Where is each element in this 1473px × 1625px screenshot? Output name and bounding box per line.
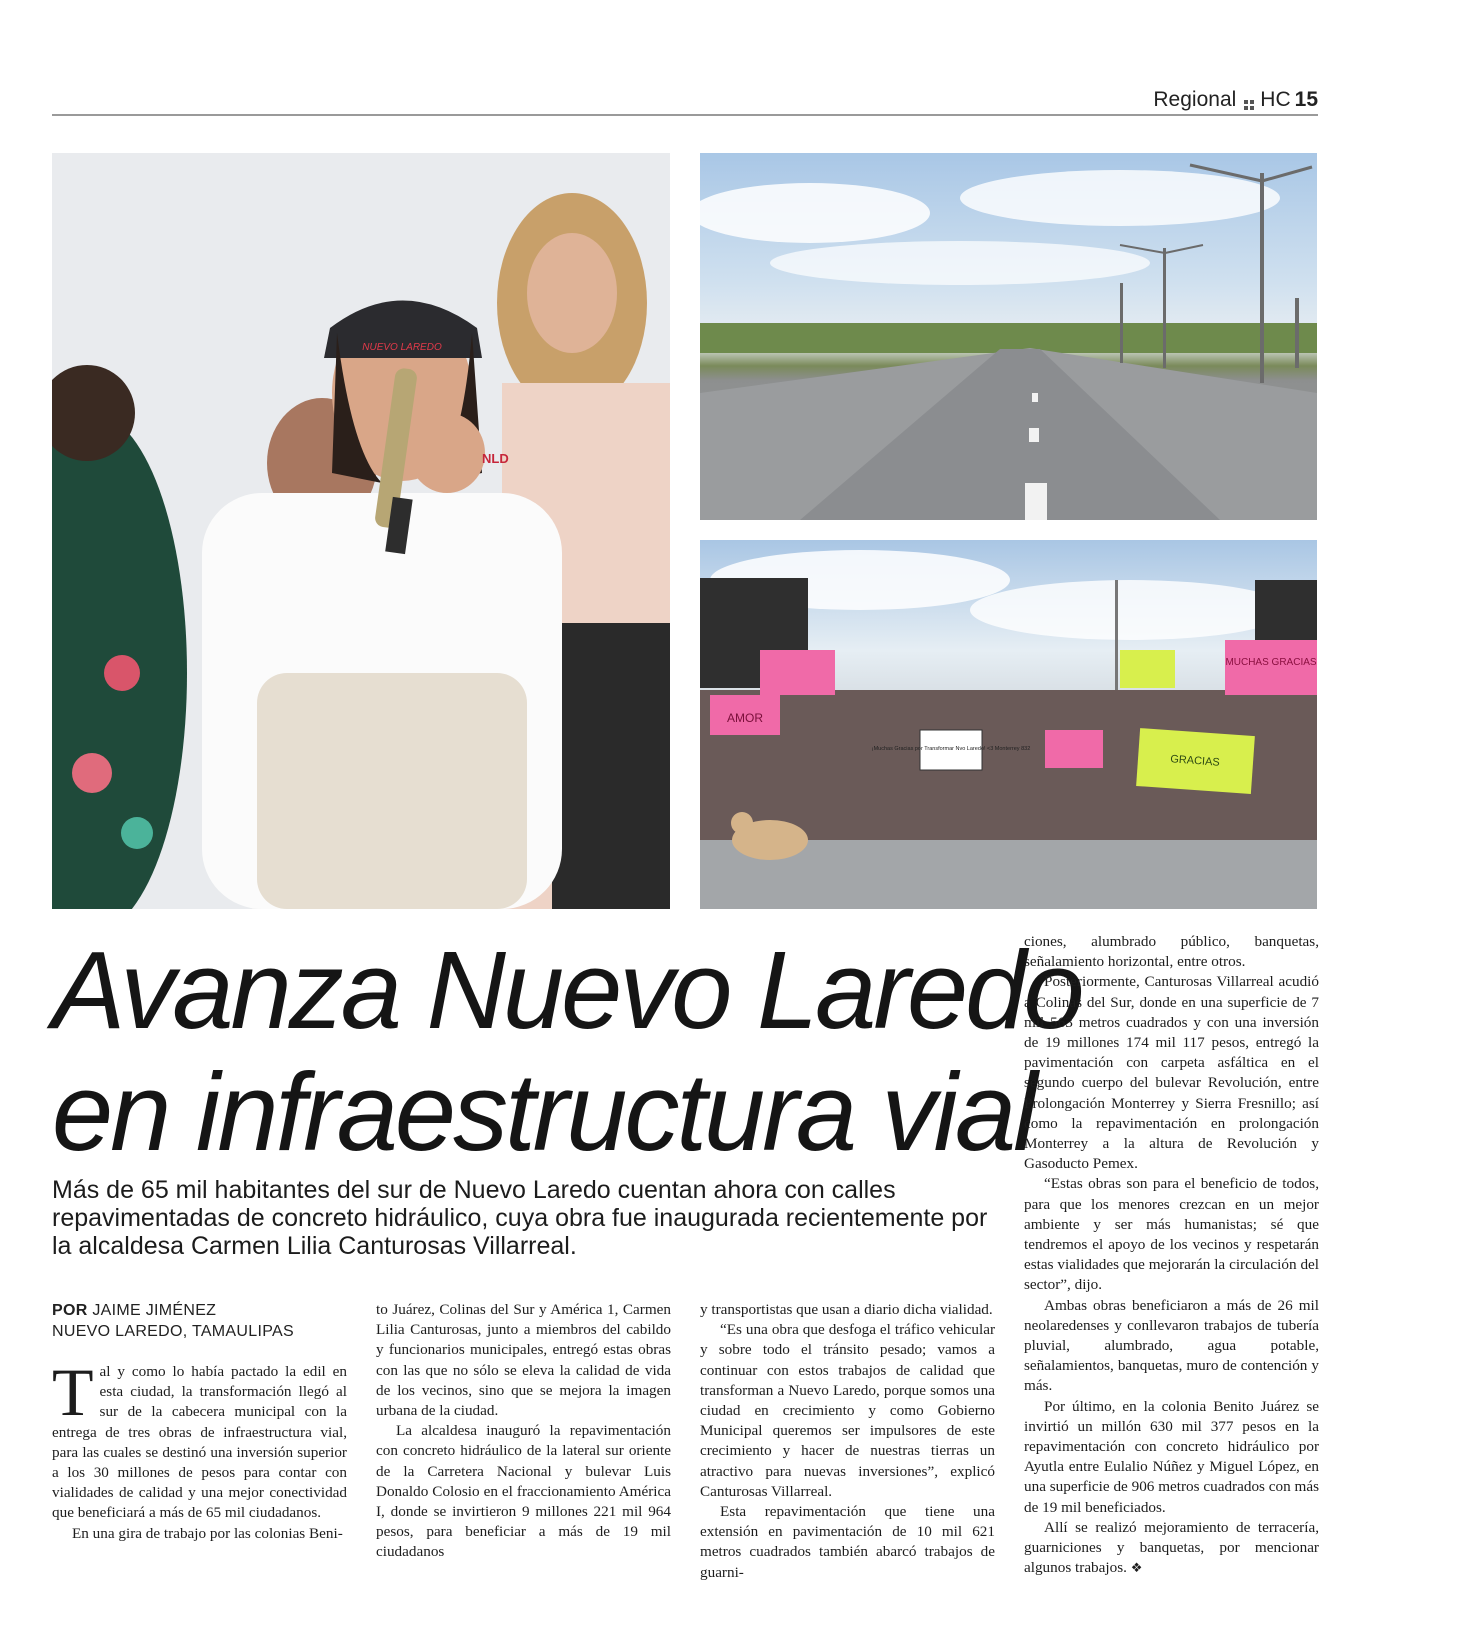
byline-author: JAIME JIMÉNEZ <box>92 1302 217 1319</box>
article-dek: Más de 65 mil habitantes del sur de Nuevo Laredo cuentan ahora con calles repavimentadas de concreto hidráulico, cuya obra fue inaugurada recientemente por la alcaldesa Carmen Lilia Canturosas Villarreal. <box>52 1176 988 1260</box>
body-column-3 <box>700 1300 995 1583</box>
byline <box>52 1300 352 1342</box>
photo-mayor-speaking <box>52 153 670 909</box>
body-paragraph: Posteriormente, Canturosas Villarreal acudió a Colinas del Sur, donde en una superficie de 7 mil 563 metros cuadrados y con una inversión de 19 millones 174 mil 117 pesos, entregó la pavimentación con carpeta asfáltica en el segundo cuerpo del bulevar Revolución, entre Prolongación Monterrey y Sierra Fresnillo; así como la repavimentación en prolongación Monterrey a la altura de Revolución y Gasoducto Pemex. <box>1024 973 1319 1173</box>
crowd-sign-text-muchas: MUCHAS GRACIAS <box>1225 657 1317 668</box>
body-paragraph: Tal y como lo había pactado la edil en esta ciudad, la transformación llegó al sur de la cabecera municipal con la entrega de tres obras de infraestructura vial, para las cuales se destinó una inversión superior a los 30 millones de pesos para contar con vialidades de calidad y una mejor conectividad que beneficiará a más de 65 mil ciudadanos. <box>52 1354 347 1522</box>
brand-name: HC <box>1260 88 1291 111</box>
byline-location: NUEVO LAREDO, TAMAULIPAS <box>52 1323 294 1340</box>
section-folio <box>1153 88 1318 112</box>
byline-por: POR <box>52 1302 88 1319</box>
body-paragraph: “Es una obra que desfoga el tráfico vehicular y sobre todo el tránsito pesado; vamos a continuar con estos trabajos de calidad que transforman a Nuevo Laredo, porque somos una ciudad en crecimiento y como Gobierno Municipal queremos ser impulsores de este crecimiento y hacer de nuestras tierras un atractivo para nuevas inversiones”, explicó Canturosas Villarreal. <box>700 1321 995 1500</box>
article-headline <box>52 929 1082 1174</box>
body-paragraph: La alcaldesa inauguró la repavimentación con concreto hidráulico de la lateral sur oriente de la Carretera Nacional y bulevar Luis Donaldo Colosio en el fraccionamiento América I, donde se invirtieron 9 millones 221 mil 964 pesos, para beneficiar a más de 19 mil ciudadanos <box>376 1422 671 1561</box>
body-paragraph: Allí se realizó mejoramiento de terracería, guarniciones y banquetas, por mencionar algunos trabajos. ❖ <box>1024 1518 1319 1577</box>
headline-line-2: en infraestructura vial <box>52 1051 1035 1174</box>
body-column-4 <box>1024 932 1319 1580</box>
headline-line-1: Avanza Nuevo Laredo <box>52 929 1082 1052</box>
end-mark-icon: ❖ <box>1130 1561 1143 1577</box>
body-column-2 <box>376 1300 671 1563</box>
shirt-logo-text: NLD <box>482 451 509 466</box>
body-paragraph: ciones, alumbrado público, banquetas, señalamiento horizontal, entre otros. <box>1024 933 1319 971</box>
body-paragraph: Esta repavimentación que tiene una extensión en pavimentación de 10 mil 621 metros cuadrados también abarcó trabajos de guarni- <box>700 1503 995 1581</box>
body-paragraph: to Juárez, Colinas del Sur y América 1, Carmen Lilia Canturosas, junto a miembros del cabildo y funcionarios municipales, entregó estas obras con las que no sólo se eleva la calidad de vida de los vecinos, sino que se mejora la imagen urbana de la ciudad. <box>376 1301 671 1420</box>
section-name: Regional <box>1153 88 1237 111</box>
body-paragraph: En una gira de trabajo por las colonias Beni- <box>72 1524 343 1542</box>
separator-dots-icon <box>1244 100 1254 110</box>
photo-residents-thanking <box>700 540 1317 909</box>
page-header <box>52 84 1318 116</box>
page-number: 15 <box>1294 88 1318 111</box>
drop-cap: T <box>52 1354 94 1430</box>
crowd-sign-text-handwritten: ¡Muchas Gracias por Transformar Nvo Laredo! <3 Monterrey 832 <box>871 746 1031 752</box>
body-paragraph: Por último, en la colonia Benito Juárez se invirtió un millón 630 mil 377 pesos en la repavimentación con concreto hidráulico por Ayutla entre Eulalio Núñez y Miguel López, en una superficie de 906 metros cuadrados con más de 19 mil beneficiados. <box>1024 1397 1319 1516</box>
body-paragraph: Ambas obras beneficiaron a más de 26 mil neolaredenses y conllevaron trabajos de tubería pluvial, alumbrado, agua potable, señalamientos, banquetas, muro de contención y más. <box>1024 1296 1319 1395</box>
crowd-sign-text-amor: AMOR <box>727 711 763 725</box>
crowd-sign-text-gracias: GRACIAS <box>1169 753 1221 769</box>
photo-paved-road <box>700 153 1317 520</box>
body-paragraph: “Estas obras son para el beneficio de todos, para que los menores crezcan en un mejor ambiente y ser más humanistas; sé que tendremos el apoyo de los vecinos y respetarán estas vialidades que mejorarán la circulación del sector”, dijo. <box>1024 1175 1319 1294</box>
visor-logo-text: NUEVO LAREDO <box>362 342 442 353</box>
body-column-1 <box>52 1354 347 1544</box>
body-paragraph: y transportistas que usan a diario dicha vialidad. <box>700 1301 993 1318</box>
